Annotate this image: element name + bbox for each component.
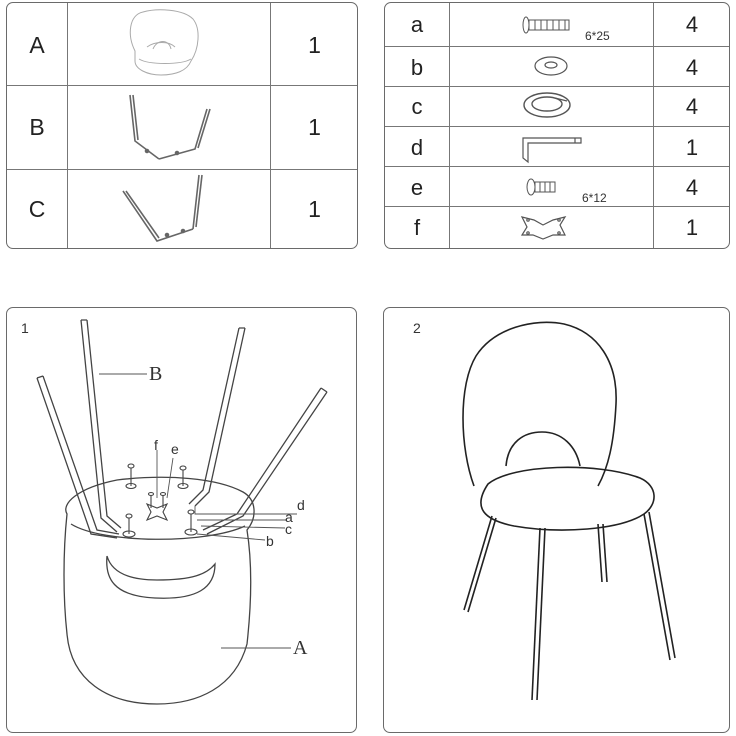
hw-qty-c: 4 [685, 94, 699, 119]
step-number: 2 [413, 320, 421, 336]
hw-qty-d: 1 [685, 135, 699, 160]
callout-part-b: B [149, 363, 163, 385]
assembled-chair-icon [463, 322, 675, 700]
front-leg-frame-icon [130, 95, 210, 159]
step-number: 1 [21, 320, 29, 336]
hw-label-f: f [413, 215, 421, 240]
callout-washer-b: b [266, 533, 274, 549]
hw-qty-a: 4 [685, 12, 699, 37]
part-label-c: C [28, 196, 46, 222]
step-2-illustration [384, 308, 730, 733]
hardware-list-panel [384, 2, 730, 249]
bolt-assembly-icon [123, 464, 197, 537]
callout-lines [99, 374, 297, 648]
part-qty-b: 1 [308, 114, 321, 140]
callout-key-d: d [297, 497, 305, 513]
allen-key-icon [523, 138, 581, 162]
hw-spec-a: 6*25 [585, 29, 610, 43]
long-bolt-icon [523, 17, 569, 33]
callout-part-a: A [293, 637, 308, 659]
callout-bolt-e: e [171, 441, 179, 457]
step-1-panel [6, 307, 357, 733]
parts-list-panel [6, 2, 358, 249]
chair-shell-icon [130, 10, 198, 75]
short-bolt-icon [527, 179, 555, 195]
hw-spec-e: 6*12 [582, 191, 607, 205]
flat-washer-icon [535, 57, 567, 75]
hw-label-c: c [411, 94, 423, 119]
hw-label-b: b [410, 55, 424, 80]
hardware-illustrations [385, 3, 730, 249]
part-qty-c: 1 [308, 196, 321, 222]
step-2-panel [383, 307, 730, 733]
hw-label-e: e [410, 175, 424, 200]
callout-bolt-a: a [285, 509, 293, 525]
hw-qty-e: 4 [685, 175, 699, 200]
hw-label-d: d [410, 135, 424, 160]
callout-bracket-f: f [154, 437, 158, 453]
hw-qty-f: 1 [685, 215, 699, 240]
rear-leg-frame-icon [123, 175, 202, 241]
callout-washer-c: c [285, 521, 292, 537]
hw-label-a: a [410, 12, 424, 37]
step-1-illustration [7, 308, 357, 733]
hw-qty-b: 4 [685, 55, 699, 80]
part-label-b: B [29, 114, 45, 140]
part-label-a: A [29, 32, 45, 58]
parts-illustrations [7, 3, 358, 249]
spring-washer-icon [524, 93, 570, 117]
part-qty-a: 1 [308, 32, 321, 58]
cross-bracket-icon [522, 217, 565, 239]
